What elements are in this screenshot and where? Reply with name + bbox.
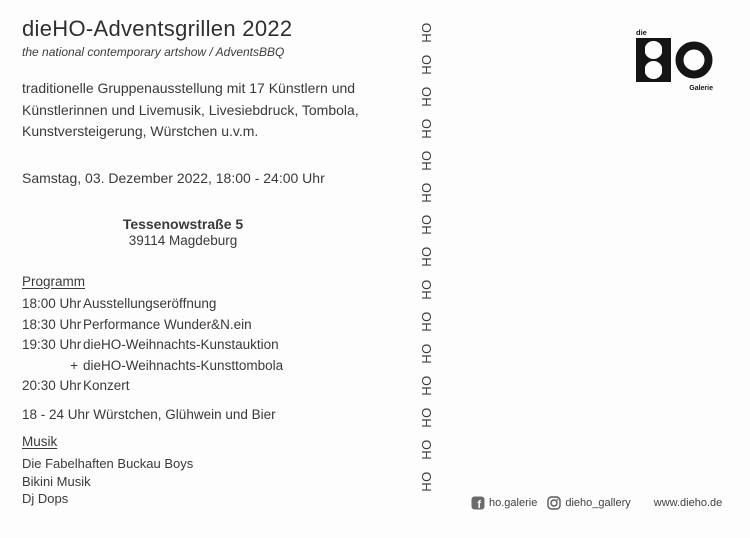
ho-text: HO [418,278,434,300]
program-time: 19:30 Uhr [22,337,82,353]
address-city: 39114 Magdeburg [128,232,238,248]
program-time: 18:30 Uhr [22,316,82,332]
program-event: Ausstellungseröffnung [83,296,217,311]
ho-text: HO [418,342,434,364]
program-event: Konzert [83,378,130,394]
program-time: 18:00 Uhr [22,296,82,311]
ho-text: HO [418,182,434,204]
program-time: + [70,357,78,373]
food-note: 18 - 24 Uhr Würstchen, Glühwein und Bier [22,407,276,422]
instagram-handle: dieho_gallery [565,497,631,509]
logo-die-text: die [636,28,647,37]
page-title: dieHO-Adventsgrillen 2022 [22,16,293,41]
ho-text: HO [418,471,434,492]
logo-galerie-text: Galerie [689,85,713,92]
ho-text: HO [418,310,434,332]
music-heading: Musik [22,434,58,449]
logo-o-glyph [680,46,709,75]
music-act: Dj Dops [22,491,69,507]
address-block [22,216,344,249]
ho-decoration-column [411,22,441,492]
program-row [22,315,283,336]
ho-text: HO [418,407,434,428]
social-footer [471,496,722,510]
facebook-icon [471,496,485,510]
program-heading: Programm [22,274,86,289]
ho-text: HO [418,86,434,107]
ho-text: HO [418,246,434,268]
subtitle: the national contemporary artshow / AdventsBBQ [22,45,285,59]
facebook-group [471,496,537,510]
website-url: www.dieho.de [653,497,723,509]
program-row [22,294,283,315]
program-time: 20:30 Uhr [22,378,82,394]
ho-text: HO [418,374,434,396]
logo-h-glyph [636,38,671,82]
dieho-galerie-logo [633,26,718,94]
program-event: Performance Wunder&N.ein [83,316,252,332]
program-event: dieHO-Weihnachts-Kunsttombola [83,357,284,373]
facebook-f-glyph: f [477,499,482,510]
ho-text: HO [418,150,434,171]
description: traditionelle Gruppenausstellung mit 17 Künstlern und Künstlerinnen und Livemusik, Livesiebdruck, Tombola, Kunstversteigerung, Würstchen u.v.m. [22,80,359,139]
music-act: Bikini Musik [22,473,91,489]
program-row [22,335,283,356]
program-row [22,356,283,377]
event-datetime: Samstag, 03. Dezember 2022, 18:00 - 24:00 Uhr [22,170,325,186]
ho-text: HO [418,54,434,75]
ho-text: HO [418,439,434,460]
music-list [22,455,193,508]
instagram-group [547,496,630,510]
ho-text: HO [418,118,434,139]
ho-text: HO [418,22,434,43]
ho-text: HO [418,214,434,236]
address-street: Tessenowstraße 5 [122,216,244,232]
instagram-icon [547,496,561,510]
facebook-handle: ho.galerie [489,497,538,509]
music-act: Die Fabelhaften Buckau Boys [22,456,194,471]
program-row [22,376,283,397]
program-list [22,294,283,397]
program-event: dieHO-Weihnachts-Kunstauktion [83,337,279,353]
